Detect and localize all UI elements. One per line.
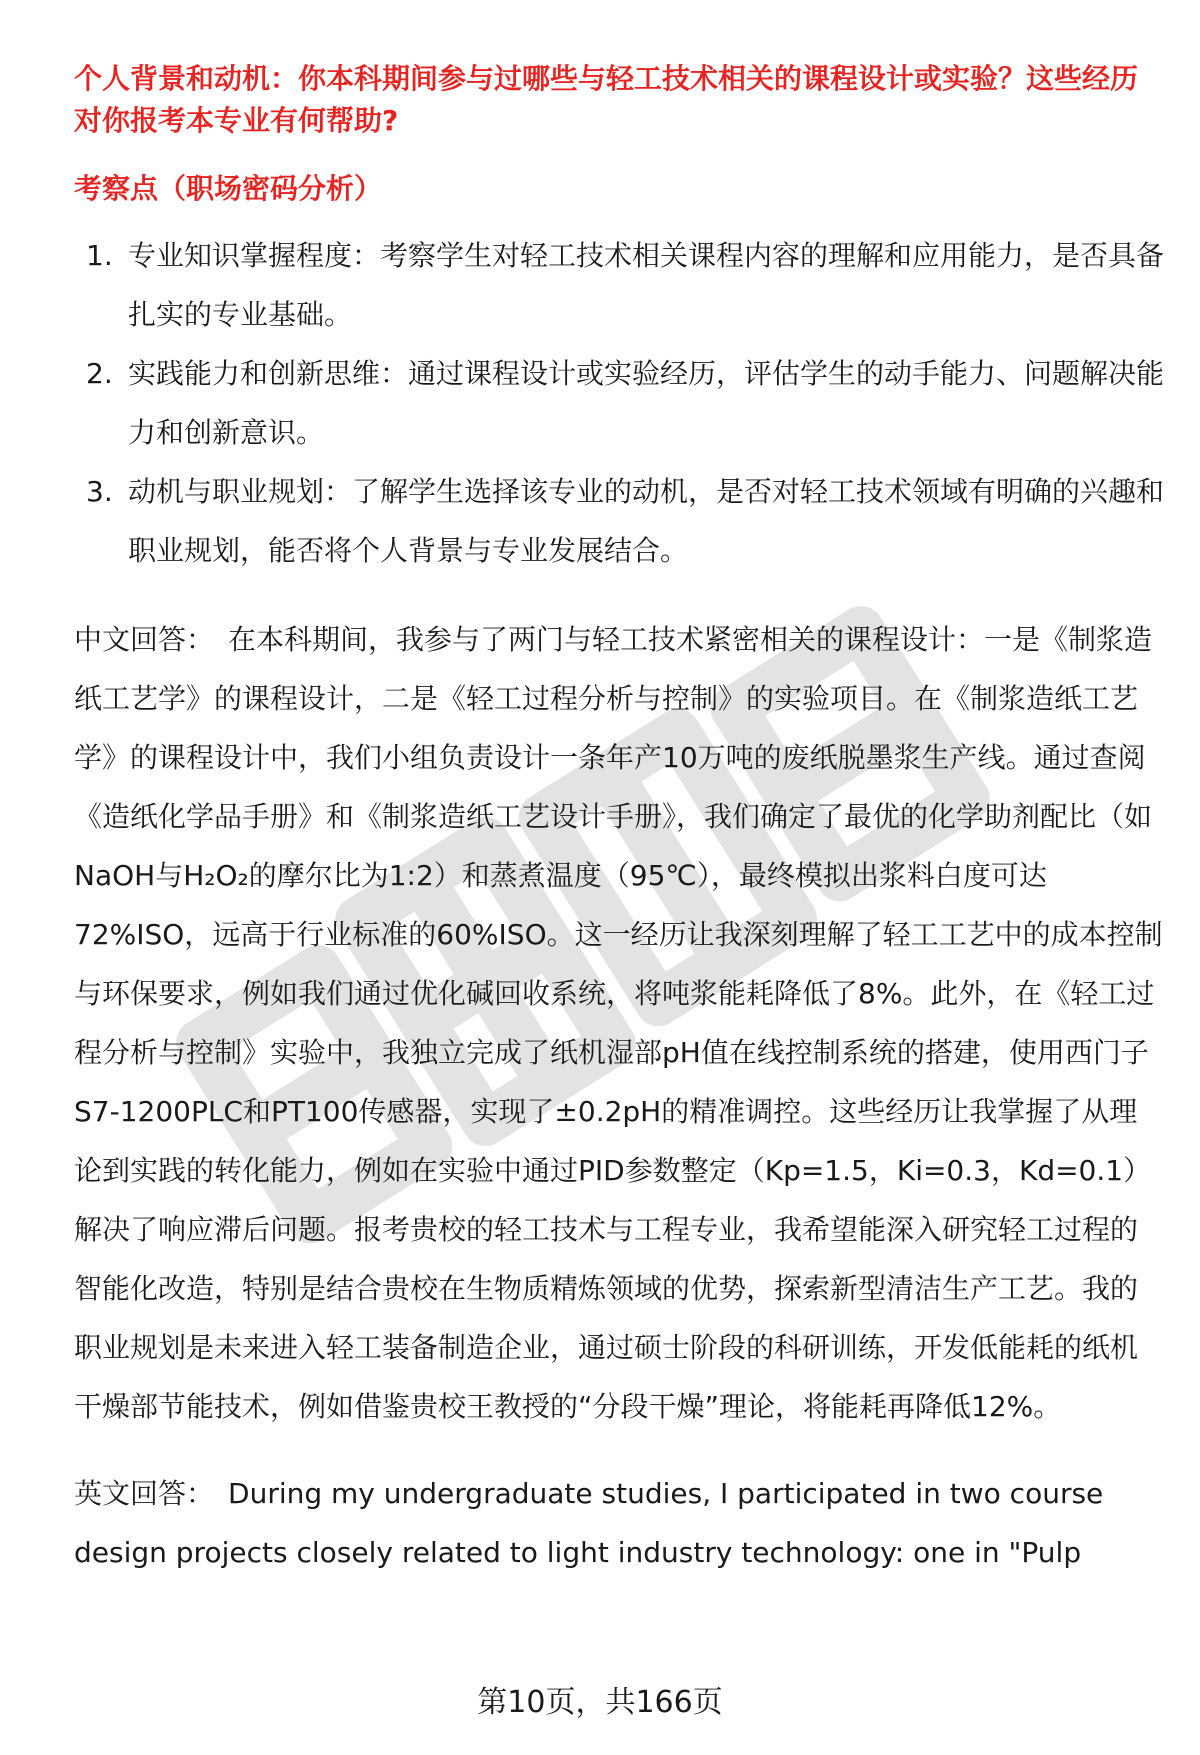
point-text: 专业知识掌握程度：考察学生对轻工技术相关课程内容的理解和应用能力，是否具备扎实的专业基础。 <box>128 239 1165 331</box>
english-answer-text: During my undergraduate studies, I participated in two course design projects closely related to light industry technology: one in "Pulp <box>74 1477 1104 1569</box>
english-answer <box>74 1464 1164 1582</box>
assessment-points-list <box>74 226 1164 580</box>
section-title: 考察点（职场密码分析） <box>74 172 383 205</box>
point-number: 2. <box>86 357 113 390</box>
english-answer-label: 英文回答： <box>74 1477 215 1510</box>
point-number: 3. <box>86 475 113 508</box>
chinese-answer <box>74 610 1164 1436</box>
chinese-answer-label: 中文回答： <box>74 623 215 656</box>
assessment-point-3 <box>74 462 1164 580</box>
page-number-footer: 第10页，共166页 <box>477 1685 723 1720</box>
assessment-point-1 <box>74 226 1164 344</box>
chinese-answer-text: 在本科期间，我参与了两门与轻工技术紧密相关的课程设计：一是《制浆造纸工艺学》的课程设计，二是《轻工过程分析与控制》的实验项目。在《制浆造纸工艺学》的课程设计中，我们小组负责设计一条年产10万吨的废纸脱墨浆生产线。通过查阅《造纸化学品手册》和《制浆造纸工艺设计手册》，我们确定了最优的化学助剂配比（如NaOH与H₂O₂的摩尔比为1:2）和蒸煮温度（95℃），最终模拟出浆料白度可达72%ISO，远高于行业标准的60%ISO。这一经历让我深刻理解了轻工工艺中的成本控制与环保要求，例如我们通过优化碱回收系统，将吨浆能耗降低了8%。此外，在《轻工过程分析与控制》实验中，我独立完成了纸机湿部pH值在线控制系统的搭建，使用西门子S7-1200PLC和PT100传感器，实现了±0.2pH的精准调控。这些经历让我掌握了从理论到实践的转化能力，例如在实验中通过PID参数整定（Kp=1.5，Ki=0.3，Kd=0.1）解决了响应滞后问题。报考贵校的轻工技术与工程专业，我希望能深入研究轻工过程的智能化改造，特别是结合贵校在生物质精炼领域的优势，探索新型清洁生产工艺。我的职业规划是未来进入轻工装备制造企业，通过硕士阶段的科研训练，开发低能耗的纸机干燥部节能技术，例如借鉴贵校王教授的“分段干燥”理论，将能耗再降低12%。 <box>74 623 1163 1423</box>
document-page <box>74 58 1164 1582</box>
question-heading: 个人背景和动机：你本科期间参与过哪些与轻工技术相关的课程设计或实验？这些经历对你报考本专业有何帮助? <box>74 62 1139 137</box>
point-text: 动机与职业规划：了解学生选择该专业的动机，是否对轻工技术领域有明确的兴趣和职业规划，能否将个人背景与专业发展结合。 <box>128 475 1165 567</box>
point-text: 实践能力和创新思维：通过课程设计或实验经历，评估学生的动手能力、问题解决能力和创新意识。 <box>128 357 1165 449</box>
assessment-point-2 <box>74 344 1164 462</box>
point-number: 1. <box>86 239 113 272</box>
